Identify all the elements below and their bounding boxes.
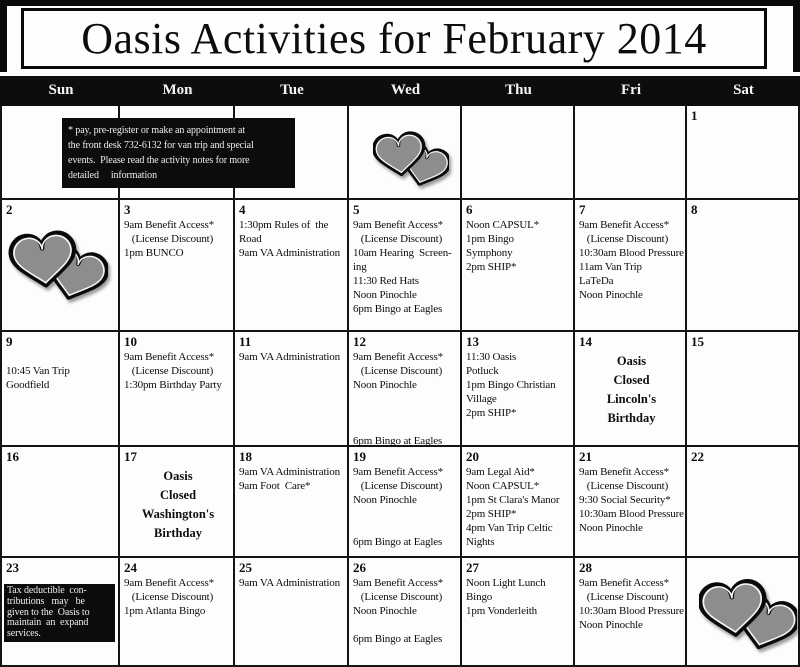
event-text: 2pm SHIP* (466, 407, 517, 419)
event-text: 10:30am Blood Pressure (579, 247, 684, 259)
weekday-label-mon: Mon (162, 82, 193, 98)
hearts-icon (8, 228, 108, 306)
page-title: Oasis Activities for February 2014 (81, 13, 707, 63)
calendar-cell-18 (235, 447, 349, 558)
calendar-cell-11 (235, 332, 349, 447)
day-number: 11 (239, 334, 252, 349)
calendar-grid (0, 106, 800, 667)
day-number: 3 (124, 202, 131, 217)
calendar-cell-empty (687, 558, 800, 667)
calendar-cell-5 (349, 200, 462, 332)
weekday-label-sun: Sun (48, 82, 74, 98)
calendar-cell-14 (575, 332, 687, 447)
event-text: Noon Pinochle (353, 494, 417, 506)
event-text: 11:30 Oasis (466, 351, 517, 363)
tax-note-line: tributions may be (7, 595, 85, 607)
hearts-clipart (373, 128, 449, 192)
calendar-cell-13 (462, 332, 575, 447)
day-number: 23 (6, 560, 19, 575)
event-list (239, 350, 346, 364)
day-number: 9 (6, 334, 13, 349)
event-text: 9am Benefit Access* (579, 219, 670, 231)
event-list (239, 218, 346, 260)
event-text: 9am VA Administration (239, 351, 340, 363)
event-text: 11:30 Red Hats (353, 275, 419, 287)
event-text: Birthday (607, 411, 656, 425)
event-text: Goodfield (6, 379, 50, 391)
event-text (6, 350, 117, 364)
event-text: Noon Pinochle (353, 289, 417, 301)
hearts-clipart (699, 576, 797, 656)
event-text (353, 420, 459, 434)
day-number: 13 (466, 334, 479, 349)
event-text: 1pm Atlanta Bingo (124, 605, 206, 617)
event-text: Birthday (154, 526, 202, 540)
event-text: Road (239, 233, 262, 245)
calendar-cell-17 (120, 447, 235, 558)
day-number: 17 (124, 449, 137, 464)
day-number: 16 (6, 449, 19, 464)
event-text: 9am Benefit Access* (353, 466, 444, 478)
event-list (239, 465, 346, 493)
day-number: 5 (353, 202, 360, 217)
calendar-cell-12 (349, 332, 462, 447)
register-note-line: * pay, pre-register or make an appointment at (68, 125, 246, 136)
event-text: (License Discount) (579, 591, 669, 603)
event-text: Closed (159, 488, 197, 502)
calendar-cell-26 (349, 558, 462, 667)
event-text: 9am Benefit Access* (353, 577, 444, 589)
event-text: Noon Pinochle (353, 379, 417, 391)
event-text: 1pm St Clara's Manor (466, 494, 560, 506)
event-text: 9am Benefit Access* (124, 577, 215, 589)
register-note-box (62, 118, 295, 188)
event-text: 1pm Vonderleith (466, 605, 537, 617)
event-text: Noon Pinochle (579, 289, 643, 301)
weekday-label-wed: Wed (390, 82, 421, 98)
calendar-cell-3 (120, 200, 235, 332)
calendar-cell-22 (687, 447, 800, 558)
event-text: Oasis (616, 354, 647, 368)
event-text: Washington's (141, 507, 215, 521)
calendar-cell-7 (575, 200, 687, 332)
tax-note-box (4, 584, 115, 642)
event-text: (License Discount) (579, 480, 669, 492)
event-text: Noon Light Lunch (466, 577, 546, 589)
register-note-line: detailed information (68, 170, 157, 181)
event-list (353, 465, 459, 549)
event-text: 6pm Bingo at Eagles (353, 633, 443, 645)
calendar-cell-1 (687, 106, 800, 200)
day-number: 28 (579, 560, 592, 575)
calendar-cell-4 (235, 200, 349, 332)
day-number: 2 (6, 202, 13, 217)
calendar-cell-6 (462, 200, 575, 332)
event-text: 1:30pm Rules of the (239, 219, 329, 231)
event-text: 2pm SHIP* (466, 508, 517, 520)
event-list (353, 218, 459, 316)
event-text: 10:45 Van Trip (6, 365, 70, 377)
event-text: LaTeDa (579, 275, 614, 287)
event-text: 6pm Bingo at Eagles (353, 536, 443, 548)
event-text: 1pm BUNCO (124, 247, 184, 259)
event-text: (License Discount) (353, 365, 443, 377)
event-text: Village (466, 393, 497, 405)
event-text: (License Discount) (579, 233, 669, 245)
event-text: Potluck (466, 365, 499, 377)
event-text (353, 507, 459, 521)
event-list (239, 576, 346, 590)
event-text: 1pm Bingo (466, 233, 514, 245)
day-number: 1 (691, 108, 698, 123)
event-text: Closed (613, 373, 650, 387)
event-text: 11am Van Trip (579, 261, 642, 273)
title-frame (0, 0, 800, 72)
event-text: Noon Pinochle (579, 522, 643, 534)
event-text: 9am Benefit Access* (124, 219, 215, 231)
event-text: 9am Benefit Access* (353, 219, 444, 231)
event-text: 2pm SHIP* (466, 261, 517, 273)
day-number (466, 109, 572, 123)
title-box (21, 8, 767, 69)
calendar-cell-21 (575, 447, 687, 558)
hearts-clipart (8, 228, 108, 306)
calendar-cell-20 (462, 447, 575, 558)
event-text: (License Discount) (353, 233, 443, 245)
day-number: 4 (239, 202, 246, 217)
tax-note-line: maintain an expand (7, 617, 89, 629)
day-number: 14 (579, 334, 592, 349)
event-text: 9am Benefit Access* (579, 577, 670, 589)
calendar-cell-19 (349, 447, 462, 558)
event-text: 9am VA Administration (239, 466, 340, 478)
day-number: 22 (691, 449, 704, 464)
day-number: 7 (579, 202, 586, 217)
event-text: Noon CAPSUL* (466, 480, 540, 492)
calendar-cell-28 (575, 558, 687, 667)
event-list (579, 576, 684, 632)
day-number: 10 (124, 334, 137, 349)
event-list (124, 218, 232, 260)
tax-note-line: given to the Oasis to (7, 606, 90, 618)
calendar-cell-23 (2, 558, 120, 667)
event-list (353, 350, 459, 448)
event-text: (License Discount) (353, 591, 443, 603)
event-text: ing (353, 261, 367, 273)
calendar-cell-25 (235, 558, 349, 667)
tax-note-line: services. (7, 628, 41, 640)
event-list (6, 350, 117, 392)
event-list (466, 218, 572, 274)
calendar-cell-empty (575, 106, 687, 200)
event-text: Noon Pinochle (579, 619, 643, 631)
event-list (466, 576, 572, 618)
event-list (579, 350, 684, 428)
weekday-label-thu: Thu (505, 82, 532, 98)
day-number: 25 (239, 560, 252, 575)
event-text: (License Discount) (353, 480, 443, 492)
event-text: 1:30pm Birthday Party (124, 379, 222, 391)
event-text: 10:30am Blood Pressure (579, 605, 684, 617)
day-number: 12 (353, 334, 366, 349)
day-number: 18 (239, 449, 252, 464)
day-number (353, 109, 459, 123)
calendar-cell-27 (462, 558, 575, 667)
register-note-line: events. Please read the activity notes for more (68, 155, 250, 166)
event-text: Noon Pinochle (353, 605, 417, 617)
event-list (579, 218, 684, 302)
event-list (353, 576, 459, 646)
calendar-cell-empty (349, 106, 462, 200)
day-number: 20 (466, 449, 479, 464)
register-note-line: the front desk 732-6132 for van trip and special (68, 140, 254, 151)
event-text: Lincoln's (606, 392, 657, 406)
calendar-cell-24 (120, 558, 235, 667)
day-number: 8 (691, 202, 698, 217)
calendar-cell-empty (462, 106, 575, 200)
weekday-header-strip (0, 76, 800, 106)
event-text: 1pm Bingo Christian (466, 379, 556, 391)
event-list (124, 465, 232, 543)
calendar-cell-8 (687, 200, 800, 332)
day-number: 21 (579, 449, 592, 464)
day-number: 6 (466, 202, 473, 217)
event-list (124, 576, 232, 618)
event-list (466, 465, 572, 549)
event-text: 9am Foot Care* (239, 480, 311, 492)
event-text: 10:30am Blood Pressure (579, 508, 684, 520)
event-text: (License Discount) (124, 233, 214, 245)
day-number: 27 (466, 560, 479, 575)
event-text: 9am Benefit Access* (353, 351, 444, 363)
calendar-cell-9 (2, 332, 120, 447)
weekday-label-fri: Fri (621, 82, 641, 98)
event-text: Symphony (466, 247, 513, 259)
day-number (579, 109, 684, 123)
event-text: (License Discount) (124, 365, 214, 377)
event-text (353, 521, 459, 535)
event-text: 9am VA Administration (239, 247, 340, 259)
event-text: 10am Hearing Screen- (353, 247, 452, 259)
tax-note-line: Tax deductible con- (7, 585, 87, 596)
event-text: Oasis (163, 469, 193, 483)
day-number (691, 561, 797, 575)
event-text: Nights (466, 536, 495, 548)
hearts-icon (373, 128, 449, 192)
event-list (124, 350, 232, 392)
day-number: 24 (124, 560, 137, 575)
event-text: 9am VA Administration (239, 577, 340, 589)
event-list (466, 350, 572, 420)
event-text: 9am Benefit Access* (579, 466, 670, 478)
event-text: 9am Benefit Access* (124, 351, 215, 363)
event-list (579, 465, 684, 535)
event-text: Bingo (466, 591, 493, 603)
day-number: 26 (353, 560, 366, 575)
event-text: 6pm Bingo at Eagles (353, 435, 443, 447)
day-number: 19 (353, 449, 366, 464)
event-text: (License Discount) (124, 591, 214, 603)
calendar-cell-10 (120, 332, 235, 447)
event-text (353, 618, 459, 632)
calendar-cell-16 (2, 447, 120, 558)
event-text (353, 392, 459, 406)
event-text: 6pm Bingo at Eagles (353, 303, 443, 315)
event-text: Noon CAPSUL* (466, 219, 540, 231)
hearts-icon (699, 576, 797, 656)
event-text: 4pm Van Trip Celtic (466, 522, 553, 534)
event-text (353, 406, 459, 420)
day-number: 15 (691, 334, 704, 349)
weekday-label-sat: Sat (733, 82, 754, 98)
event-text: 9:30 Social Security* (579, 494, 671, 506)
weekday-label-tue: Tue (280, 82, 304, 98)
event-text: 9am Legal Aid* (466, 466, 535, 478)
calendar-cell-15 (687, 332, 800, 447)
calendar-cell-2 (2, 200, 120, 332)
